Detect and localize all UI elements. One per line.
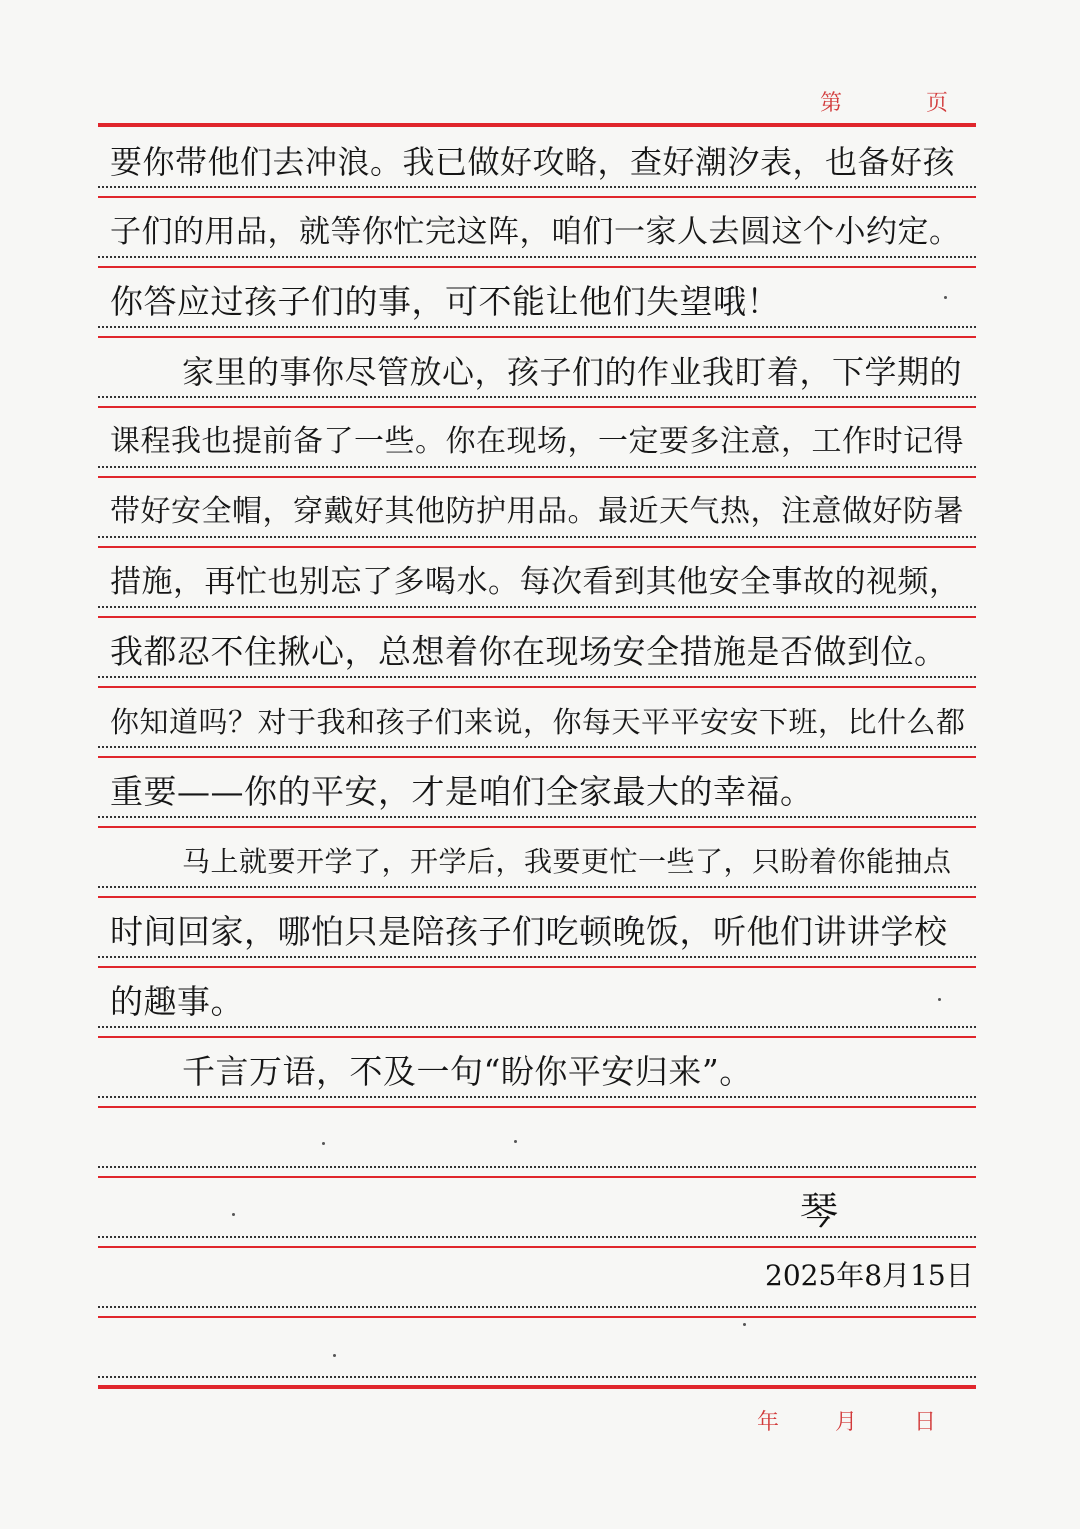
bottom-red-rule: [98, 1385, 976, 1389]
paper-speck: [322, 1142, 325, 1145]
paper-speck: [514, 1140, 517, 1143]
letter-line: 带好安全帽，穿戴好其他防护用品。最近天气热，注意做好防暑: [110, 494, 964, 529]
paper-speck: [333, 1354, 336, 1357]
letter-line: 你知道吗？对于我和孩子们来说，你每天平平安安下班，比什么都: [110, 705, 966, 739]
letter-date: 2025年8月15日: [765, 1259, 974, 1292]
letter-line: 课程我也提前备了一些。你在现场，一定要多注意，工作时记得: [110, 424, 964, 459]
letter-line: 家里的事你尽管放心，孩子们的作业我盯着，下学期的: [182, 353, 963, 391]
letter-line: 时间回家，哪怕只是陪孩子们吃顿晚饭，听他们讲讲学校: [110, 912, 948, 951]
signature: 琴: [800, 1189, 839, 1233]
letter-line: 子们的用品，就等你忙完这阵，咱们一家人去圆这个小约定。: [110, 214, 961, 250]
letter-line: 千言万语，不及一句“盼你平安归来”。: [182, 1052, 753, 1091]
paper-speck: [938, 998, 941, 1001]
letter-line: 措施，再忙也别忘了多喝水。每次看到其他安全事故的视频，: [110, 564, 961, 600]
paper-speck: [944, 296, 947, 299]
letter-line: 你答应过孩子们的事，可不能让他们失望哦！: [110, 282, 780, 321]
paper-speck: [743, 1323, 746, 1326]
header-di: 第: [820, 91, 843, 116]
letter-line: 要你带他们去冲浪。我已做好攻略，查好潮汐表，也备好孩: [110, 143, 956, 181]
letter-line: 我都忍不住揪心，总想着你在现场安全措施是否做到位。: [110, 632, 948, 671]
footer-ri: 日: [914, 1410, 937, 1435]
letter-line: 马上就要开学了，开学后，我要更忙一些了，只盼着你能抽点: [182, 845, 952, 878]
paper-speck: [232, 1213, 235, 1216]
letter-line: 的趣事。: [110, 982, 244, 1021]
letter-line: 重要——你的平安，才是咱们全家最大的幸福。: [110, 772, 814, 811]
footer-nian: 年: [757, 1410, 780, 1435]
footer-yue: 月: [835, 1410, 858, 1435]
header-ye: 页: [926, 91, 949, 116]
